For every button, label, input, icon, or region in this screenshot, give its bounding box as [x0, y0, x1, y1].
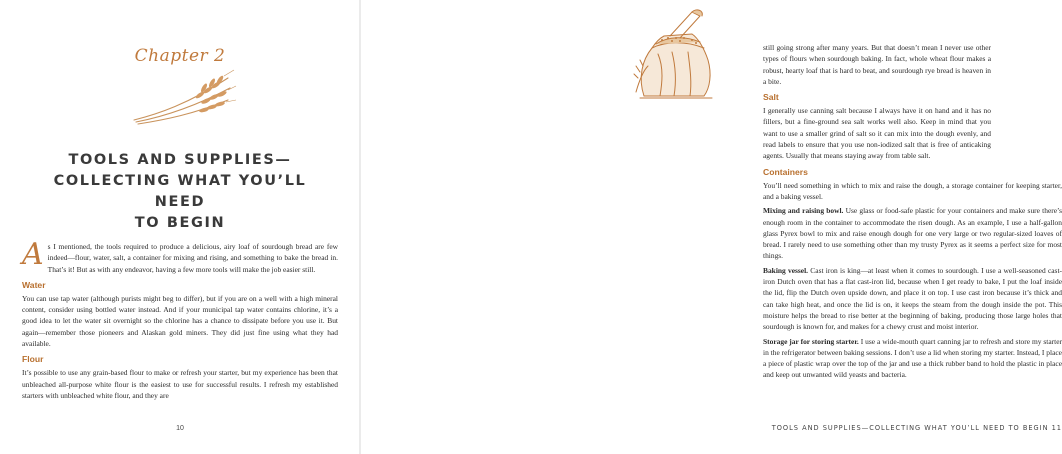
right-body [763, 42, 1062, 381]
storage-jar-paragraph [763, 336, 1062, 381]
drop-cap: A [22, 237, 44, 272]
chapter-title-line: TO BEGIN [134, 215, 226, 231]
containers-paragraph: You’ll need something in which to mix and raise the dough, a storage container for keeping starter, and a baking vessel. [763, 180, 1062, 201]
chapter-title-line: TOOLS AND SUPPLIES— [68, 152, 292, 168]
baking-vessel-text: Cast iron is king—at least when it comes to sourdough. I use a well-seasoned cast-iron Dutch oven that has a flat cast-iron lid, because when I get ready to bake, I put the loaf inside the lid, flip the Dutch oven upside down, and place it on top. I use cast iron because it’s thick and can take high heat, and once the lid is on, it keeps the steam from the dough inside the pot. This moisture helps the bread to rise better at the beginning of baking, producing those large holes that sourdough is known for, and makes for a chewy crust and moist interior. [763, 265, 1062, 332]
flour-continued-paragraph: still going strong after many years. But that doesn’t mean I never use other types of flours when sourdough baking. In fact, whole wheat flour makes a robust, hearty loaf that is hard to beat, and sourdough rye bread is heaven in a bite. [763, 43, 991, 86]
baking-vessel-runin: Baking vessel. [763, 265, 809, 275]
storage-jar-runin: Storage jar for storing starter. [763, 336, 859, 346]
left-body [22, 237, 338, 401]
storage-jar-text: I use a wide-mouth quart canning jar to refresh and store my starter in the refrigerator between baking sessions. I don’t use a lid when storing my starter. Instead, I place a piece of plastic wrap over the top of the jar and use a thick rubber band to hold the plastic in place and keep out unwanted wild yeasts and bacteria. [763, 336, 1062, 380]
section-heading-flour: Flour [22, 354, 44, 365]
intro-paragraph [22, 237, 338, 275]
wheat-sheaf-icon [128, 70, 236, 128]
section-heading-containers: Containers [763, 166, 808, 177]
intro-text: s I mentioned, the tools required to produce a delicious, airy loaf of sourdough bread are few indeed—flour, water, salt, a container for mixing and rising, and something to bake the bread in. That’s it! But as with any endeavor, having a few more tools will make the job easier still. [47, 242, 338, 274]
flour-paragraph: It’s possible to use any grain-based flour to make or refresh your starter, but my experience has been that unbleached all-purpose white flour is the easiest to use for successful results. I refresh my established starters with unbleached white flour, and they are [22, 368, 338, 400]
page-number-left: 10 [176, 425, 184, 432]
left-page [0, 0, 360, 454]
flour-sack-illustration [634, 8, 716, 104]
page-number-right: 11 [1051, 424, 1062, 432]
chapter-label: Chapter 2 [134, 46, 226, 66]
mixing-bowl-text: Use glass or food-safe plastic for your containers and make sure there’s enough room in the container to accommodate the risen dough. As an example, I use a half-gallon glass Pyrex bowl to mix and raise enough dough for one very large or two regular-sized loaves of bread. I rarely need to use something other than my trusty Pyrex as it seems a perfect size for most things. [763, 206, 1062, 261]
section-heading-water: Water [22, 279, 46, 290]
baking-vessel-paragraph [763, 265, 1062, 333]
chapter-title [40, 150, 320, 234]
running-footer [740, 424, 1062, 432]
mixing-bowl-paragraph [763, 205, 1062, 261]
mixing-bowl-runin: Mixing and raising bowl. [763, 206, 844, 216]
chapter-title-line: COLLECTING WHAT YOU’LL NEED [53, 173, 307, 210]
running-footer-title: TOOLS AND SUPPLIES—COLLECTING WHAT YOU’LL NEED TO BEGIN [771, 424, 1049, 432]
salt-paragraph: I generally use canning salt because I always have it on hand and it has no fillers, but a fine-ground sea salt works well also. Keep in mind that you want to use a smaller grind of salt so it can mix into the dough evenly, and read labels to ensure that you use non-iodized salt that is free of anticaking agents. Usually that means staying away from table salt. [763, 106, 991, 161]
water-paragraph: You can use tap water (although purists might beg to differ), but if you are on a well with a high mineral content, consider using bottled water instead. And if your municipal tap water contains chlorine, it’s a good idea to let the water sit overnight so the chlorine has a chance to dissipate before you use it. But again—remember those pioneers and Alaskan gold miners. They did just fine using what they had available. [22, 293, 338, 349]
section-heading-salt: Salt [763, 92, 779, 103]
